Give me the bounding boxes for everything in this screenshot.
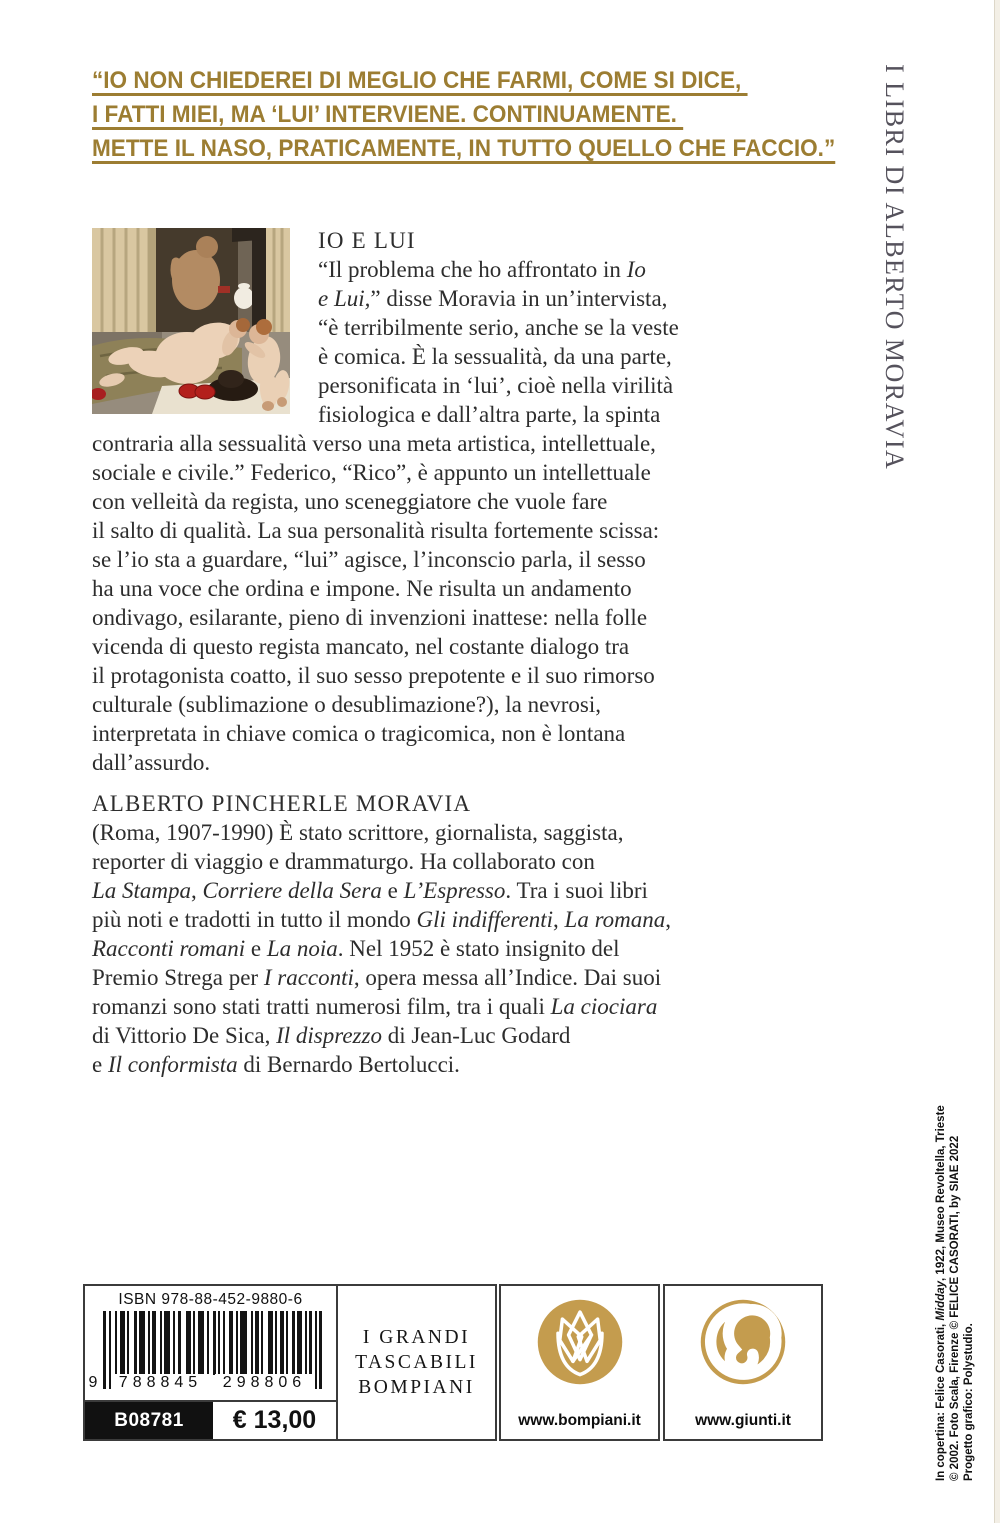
text-line: I GRANDI — [362, 1327, 471, 1348]
text-line: il protagonista coatto, il suo sesso prepotente e il suo rimorso — [92, 663, 655, 688]
series-vertical-title: I LIBRI DI ALBERTO MORAVIA — [880, 64, 909, 471]
text-line: “IO NON CHIEDEREI DI MEGLIO CHE FARMI, COME SI DICE, — [92, 67, 748, 94]
barcode-bar — [120, 1311, 125, 1375]
barcode-bar — [103, 1311, 106, 1389]
bompiani-logo-icon — [536, 1298, 624, 1386]
barcode-bar — [305, 1311, 307, 1375]
barcode-bar — [255, 1311, 259, 1375]
author-bio — [92, 789, 828, 1079]
barcode-bar — [309, 1311, 312, 1375]
giunti-logo-icon — [699, 1298, 787, 1386]
cover-painting-thumbnail — [92, 228, 290, 414]
barcode-bar — [213, 1311, 216, 1375]
barcode-bar — [198, 1311, 204, 1375]
series-imprint-box — [336, 1284, 497, 1441]
footer-info-strip — [83, 1284, 823, 1441]
text-line: (Roma, 1907-1990) È stato scrittore, giornalista, saggista, — [92, 820, 624, 845]
barcode-bar — [229, 1311, 233, 1375]
main-text-block — [92, 226, 828, 1079]
text-line: reporter di viaggio e drammaturgo. Ha collaborato con — [92, 849, 595, 874]
barcode-area — [85, 1286, 336, 1400]
barcode-bar — [286, 1311, 288, 1375]
barcode-bar — [152, 1311, 156, 1375]
giunti-logo-box — [663, 1284, 823, 1441]
text-line: dall’assurdo. — [92, 750, 211, 775]
text-line: La Stampa, Corriere della Sera e L’Espresso. Tra i suoi libri — [92, 878, 648, 903]
barcode-bar — [261, 1311, 263, 1375]
barcode-bar — [292, 1311, 295, 1375]
text-line: interpretata in chiave comica o tragicomica, non è lontana — [92, 721, 626, 746]
text-line: più noti e tradotti in tutto il mondo Gli indifferenti, La romana, — [92, 907, 672, 932]
text-line: ondivago, esilarante, pieno di invenzioni inattese: nella folle — [92, 605, 648, 630]
text-line: Racconti romani e La noia. Nel 1952 è stato insignito del — [92, 936, 620, 961]
isbn-label: ISBN 978-88-452-9880-6 — [118, 1291, 303, 1308]
text-line: culturale (sublimazione o desublimazione?), la nevrosi, — [92, 692, 602, 717]
barcode-bar — [173, 1311, 175, 1375]
book-title: IO E LUI — [318, 228, 416, 253]
text-line: personificata in ‘lui’, cioè nella virilità — [318, 373, 674, 398]
text-line: fisiologica e dall’altra parte, la spinta — [318, 402, 661, 427]
barcode-bar — [268, 1311, 273, 1375]
cover-painting-image — [92, 228, 290, 414]
barcode-bar — [178, 1311, 181, 1375]
text-line: sociale e civile.” Federico, “Rico”, è appunto un intellettuale — [92, 460, 651, 485]
text-line: ha una voce che ordina e impone. Ne risulta un andamento — [92, 576, 632, 601]
price-row — [85, 1400, 336, 1439]
text-line: vicenda di questo regista mancato, nel costante dialogo tra — [92, 634, 630, 659]
series-imprint-text — [355, 1325, 478, 1400]
text-line: “è terribilmente serio, anche se la veste — [318, 315, 679, 340]
text-line: e Lui,” disse Moravia in un’intervista, — [318, 286, 668, 311]
barcode-bar — [319, 1311, 322, 1389]
text-line: con velleità da regista, uno sceneggiatore che vuole fare — [92, 489, 608, 514]
barcode-bar — [275, 1311, 277, 1375]
text-line: TASCABILI — [355, 1352, 478, 1373]
pull-quote — [92, 64, 883, 166]
text-line: Progetto grafico: Polystudio. — [963, 1323, 975, 1481]
barcode-bar — [134, 1311, 137, 1375]
barcode-bar — [240, 1311, 247, 1375]
text-line: di Vittorio De Sica, Il disprezzo di Jean-Luc Godard — [92, 1023, 571, 1048]
barcode-bar — [236, 1311, 238, 1375]
barcode-digits-group1: 788845 — [111, 1374, 211, 1392]
bompiani-url: www.bompiani.it — [518, 1412, 641, 1429]
isbn-barcode-box — [83, 1284, 338, 1441]
text-line: “Il problema che ho affrontato in Io — [318, 257, 646, 282]
text-line: il salto di qualità. La sua personalità risulta fortemente scissa: — [92, 518, 660, 543]
barcode-bar — [297, 1311, 302, 1375]
barcode-bar — [139, 1311, 145, 1375]
barcode-bar — [127, 1311, 129, 1375]
text-line: e Il conformista di Bernardo Bertolucci. — [92, 1052, 460, 1077]
barcode-wrap — [89, 1311, 333, 1395]
barcode-bar — [186, 1311, 191, 1375]
price-label: € 13,00 — [232, 1406, 317, 1434]
text-line: BOMPIANI — [358, 1377, 475, 1398]
barcode-bar — [164, 1311, 170, 1375]
text-line: I FATTI MIEI, MA ‘LUI’ INTERVIENE. CONTINUAMENTE. — [92, 101, 684, 128]
barcode-bar — [280, 1311, 284, 1375]
bompiani-logo-box — [499, 1284, 660, 1441]
text-line: ALBERTO PINCHERLE MORAVIA — [92, 791, 472, 816]
text-line: contraria alla sessualità verso una meta artistica, intellettuale, — [92, 431, 656, 456]
barcode-bar — [207, 1311, 209, 1375]
text-line: METTE IL NASO, PRATICAMENTE, IN TUTTO QUELLO CHE FACCIO.” — [92, 135, 836, 162]
text-line: In copertina: Felice Casorati, Midday, 1922, Museo Revoltella, Trieste — [935, 1105, 947, 1481]
giunti-url: www.giunti.it — [695, 1412, 791, 1429]
cover-edge-strip — [994, 0, 1000, 1523]
text-line: se l’io sta a guardare, “lui” agisce, l’inconscio parla, il sesso — [92, 547, 646, 572]
text-line: romanzi sono stati tratti numerosi film, tra i quali La ciociara — [92, 994, 658, 1019]
barcode-digit-left: 9 — [88, 1374, 98, 1391]
text-line: © 2002. Foto Scala, Firenze © FELICE CASORATI, by SIAE 2022 — [949, 1135, 961, 1481]
text-line: Premio Strega per I racconti, opera messa all’Indice. Dai suoi — [92, 965, 662, 990]
text-line: è comica. È la sessualità, da una parte, — [318, 344, 672, 369]
barcode-bar — [193, 1311, 195, 1375]
product-code-badge: B08781 — [85, 1402, 213, 1439]
barcode-bar — [160, 1311, 162, 1375]
cover-credits — [934, 1095, 976, 1481]
barcode-bar — [315, 1311, 317, 1389]
barcode-bar — [148, 1311, 150, 1375]
barcode-bar — [251, 1311, 253, 1375]
barcode-digits-group2: 298806 — [215, 1374, 315, 1392]
barcode-bar — [115, 1311, 117, 1375]
